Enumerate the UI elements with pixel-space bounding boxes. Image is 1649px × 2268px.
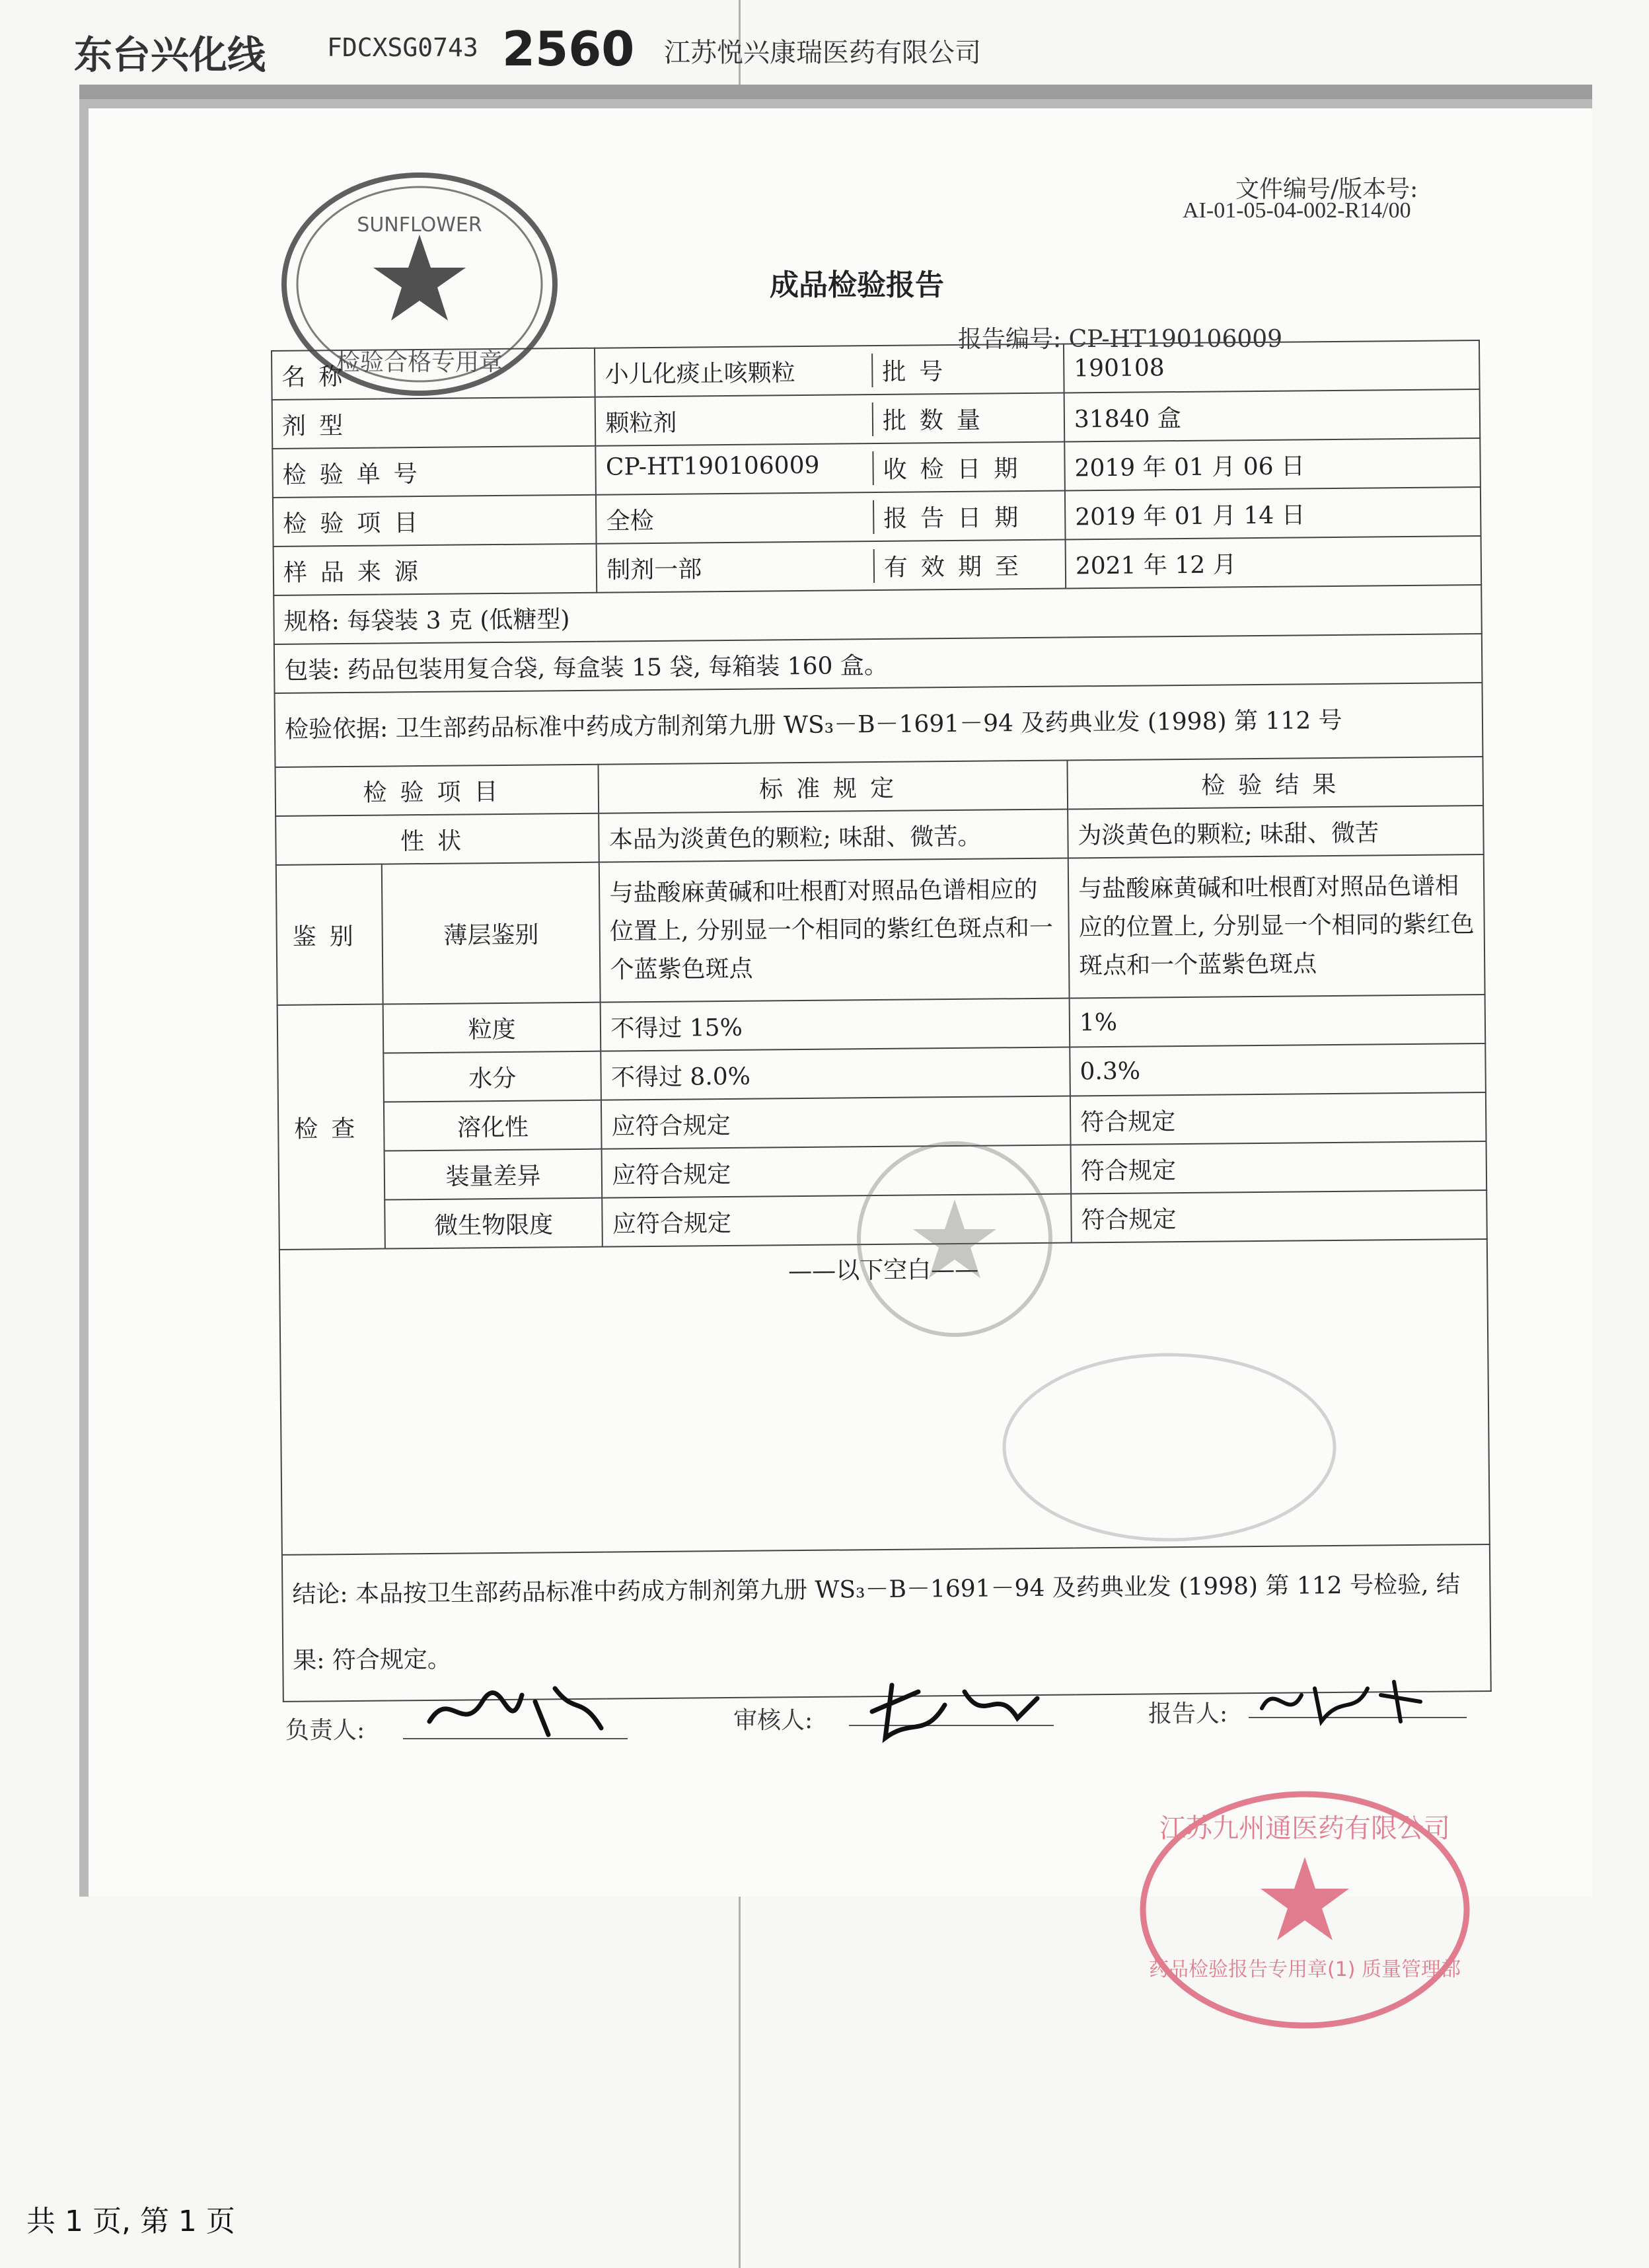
source-value-text: 制剂一部 — [606, 555, 702, 584]
item-value-text: 全检 — [606, 507, 654, 535]
character-standard: 本品为淡黄色的颗粒; 味甜、微苦。 — [599, 810, 1068, 862]
doc-number-label: 文件编号/版本号: — [1235, 176, 1418, 203]
ident-result: 与盐酸麻黄碱和吐根酊对照品色谱相应的位置上, 分别显一个相同的紫红色斑点和一个蓝紫色斑点 — [1068, 854, 1485, 998]
star-icon — [373, 235, 466, 321]
spec-text: 规格: 每袋装 3 克 (低糖型) — [274, 585, 1482, 644]
stamp-logo-text: SUNFLOWER — [357, 213, 482, 237]
check-result: 0.3% — [1070, 1043, 1486, 1096]
expiry-label: 有效期至 — [873, 547, 1056, 582]
check-item: 粒度 — [383, 1002, 601, 1053]
name-label: 名称 — [272, 348, 595, 400]
check-item: 微生物限度 — [385, 1198, 603, 1249]
check-result: 符合规定 — [1071, 1190, 1487, 1242]
form-value-text: 颗粒剂 — [605, 409, 677, 437]
reviewer-signature — [865, 1672, 1050, 1764]
stamp-outer-text: 江苏九州通医药有限公司 — [1159, 1813, 1450, 1844]
check-item: 水分 — [383, 1051, 601, 1102]
quality-dept-red-stamp — [1133, 1784, 1477, 2035]
reviewer-label: 审核人: — [733, 1707, 813, 1734]
star-icon — [1261, 1857, 1349, 1940]
batch-value: 190108 — [1064, 340, 1480, 393]
company-seal-stamp — [998, 1348, 1341, 1546]
reporter-label: 报告人: — [1148, 1700, 1228, 1727]
basis-row — [275, 683, 1483, 767]
source-value — [597, 540, 1066, 593]
check-standard: 应符合规定 — [603, 1193, 1072, 1246]
source-label: 样品来源 — [274, 544, 597, 595]
qa-dept-stamp — [852, 1137, 1057, 1342]
character-label: 性状 — [275, 813, 599, 865]
check-result: 符合规定 — [1071, 1141, 1487, 1193]
col-standard-header: 标准规定 — [599, 761, 1068, 813]
item-label: 检验项目 — [273, 495, 597, 547]
route-number: 2560 — [502, 21, 635, 77]
check-standard: 不得过 8.0% — [601, 1047, 1070, 1100]
stamp-inner-text: 药品检验报告专用章(1) 质量管理部 — [1148, 1958, 1461, 1981]
check-result: 符合规定 — [1070, 1092, 1486, 1145]
check-item: 溶化性 — [384, 1100, 602, 1151]
basis-text: 检验依据: 卫生部药品标准中药成方制剂第九册 WS₃－B－1691－94 及药典业发 (1998) 第 112 号 — [275, 683, 1483, 767]
conclusion-text: 结论: 本品按卫生部药品标准中药成方制剂第九册 WS₃－B－1691－94 及药典业发 (1998) 第 112 号检验, 结果: 符合规定。 — [282, 1544, 1491, 1702]
check-item: 装量差异 — [385, 1149, 603, 1200]
qty-value: 31840 盒 — [1064, 389, 1481, 441]
star-icon — [913, 1199, 996, 1278]
name-value — [595, 344, 1064, 397]
ident-row — [276, 854, 1485, 1005]
order-value-text: CP-HT190106009 — [605, 451, 820, 481]
route-label: 东台兴化线 — [74, 32, 266, 77]
report-date-value: 2019 年 01 月 14 日 — [1065, 487, 1481, 539]
batch-label: 批号 — [871, 352, 1054, 387]
blank-note: ——以下空白—— — [279, 1239, 1490, 1555]
report-number: 报告编号: CP-HT190106009 — [958, 326, 1283, 353]
name-value-text: 小儿化痰止咳颗粒 — [605, 359, 795, 389]
qty-label: 批数量 — [872, 400, 1054, 435]
header-company: 江苏悦兴康瑞医药有限公司 — [664, 38, 981, 68]
check-standard: 不得过 15% — [601, 998, 1070, 1051]
package-text: 包装: 药品包装用复合袋, 每盒装 15 袋, 每箱装 160 盒。 — [274, 634, 1483, 693]
check-standard: 应符合规定 — [602, 1145, 1071, 1197]
report-date-label: 报告日期 — [873, 498, 1055, 533]
stamp-inner-text: 检验合格专用章 — [336, 349, 503, 376]
check-standard: 应符合规定 — [601, 1096, 1070, 1149]
col-item-header: 检验项目 — [275, 765, 599, 816]
recv-label: 收检日期 — [872, 449, 1054, 484]
check-result: 1% — [1070, 995, 1486, 1047]
order-label: 检验单号 — [272, 446, 596, 498]
character-result: 为淡黄色的颗粒; 味甜、微苦 — [1068, 806, 1484, 858]
check-group-label: 检查 — [277, 1004, 385, 1250]
doc-number-value: AI-01-05-04-002-R14/00 — [1183, 198, 1411, 223]
reporter-signature — [1255, 1669, 1427, 1748]
responsible-signature — [423, 1675, 608, 1768]
ident-standard: 与盐酸麻黄碱和吐根酊对照品色谱相应的位置上, 分别显一个相同的紫红色斑点和一个蓝紫色斑点 — [599, 858, 1069, 1002]
report-title: 成品检验报告 — [770, 268, 944, 302]
expiry-value: 2021 年 12 月 — [1066, 536, 1482, 588]
ident-group-label: 鉴别 — [276, 864, 383, 1005]
ident-label: 薄层鉴别 — [382, 862, 601, 1004]
responsible-label: 负责人: — [285, 1717, 365, 1744]
route-code: FDCXSG0743 — [327, 33, 478, 62]
page-counter: 共 1 页, 第 1 页 — [26, 2205, 235, 2238]
order-value — [596, 442, 1065, 495]
recv-value: 2019 年 01 月 06 日 — [1064, 438, 1481, 490]
form-value — [595, 393, 1064, 446]
form-label: 剂型 — [272, 397, 596, 449]
item-value — [596, 491, 1065, 544]
col-result-header: 检验结果 — [1067, 757, 1483, 809]
